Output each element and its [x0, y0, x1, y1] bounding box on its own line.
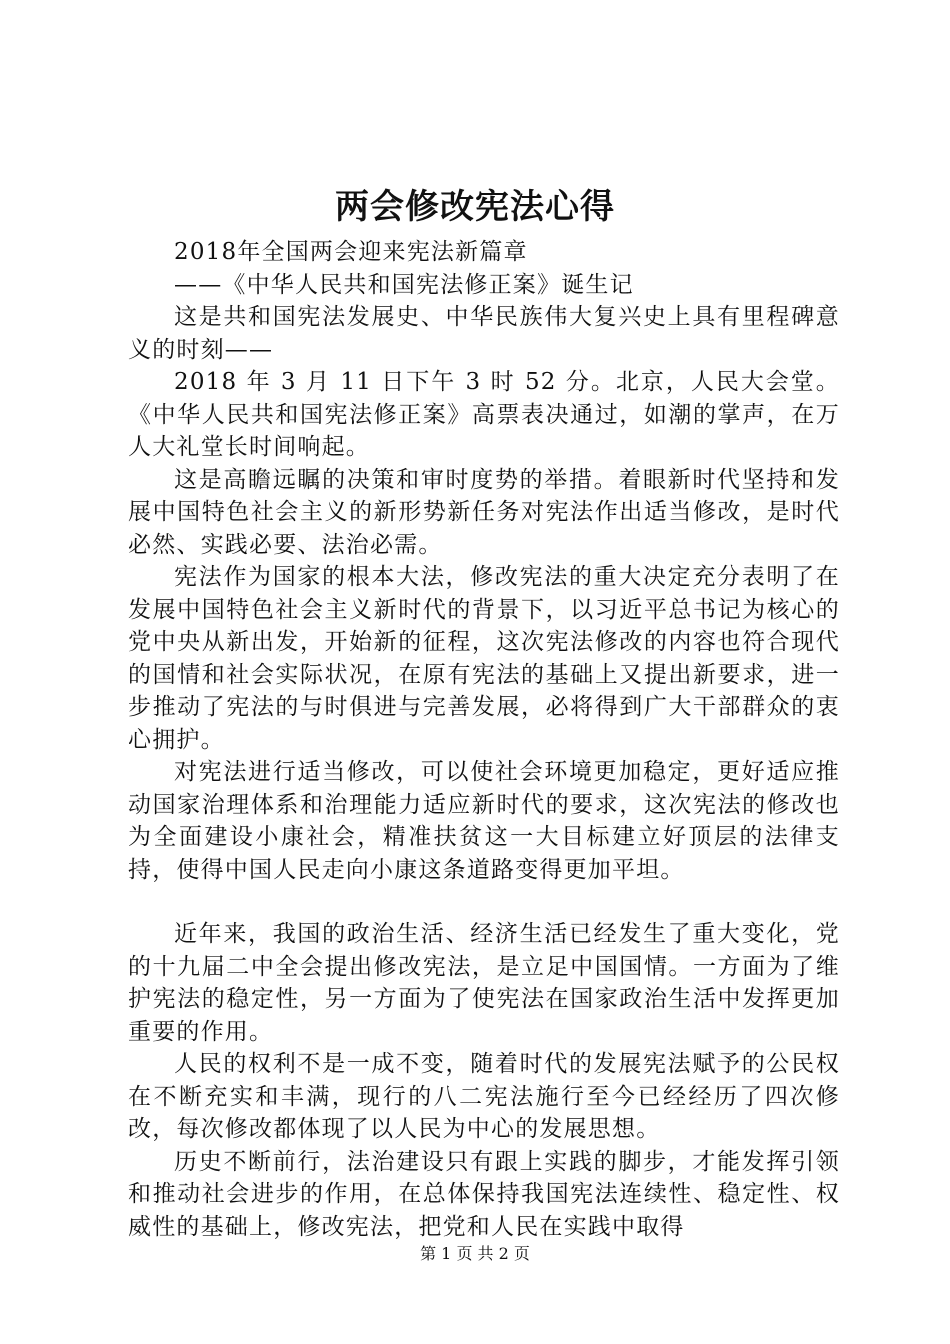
paragraph: 这是高瞻远瞩的决策和审时度势的举措。着眼新时代坚持和发展中国特色社会主义的新形势新任务对宪法作出适当修改，是时代必然、实践必要、法治必需。	[128, 466, 840, 558]
paragraph-subtitle: 2018年全国两会迎来宪法新篇章	[174, 239, 528, 265]
paragraph: 这是共和国宪法发展史、中华民族伟大复兴史上具有里程碑意义的时刻——	[128, 304, 840, 363]
paragraph: 2018 年 3 月 11 日下午 3 时 52 分。北京，人民大会堂。《中华人民共和国宪法修正案》高票表决通过，如潮的掌声，在万人大礼堂长时间响起。	[128, 369, 840, 460]
page-footer: 第 1 页 共 2 页	[420, 1244, 530, 1263]
paragraph-subheading: ——《中华人民共和国宪法修正案》诞生记	[174, 271, 634, 298]
paragraph: 近年来，我国的政治生活、经济生活已经发生了重大变化，党的十九届二中全会提出修改宪法，是立足中国国情。一方面为了维护宪法的稳定性，另一方面为了使宪法在国家政治生活中发挥更加重要的作用。	[128, 921, 840, 1045]
document-body	[128, 236, 840, 1243]
paragraph: 宪法作为国家的根本大法，修改宪法的重大决定充分表明了在发展中国特色社会主义新时代的背景下，以习近平总书记为核心的党中央从新出发，开始新的征程，这次宪法修改的内容也符合现代的国情和社会实际状况，在原有宪法的基础上又提出新要求，进一步推动了宪法的与时俱进与完善发展，必将得到广大干部群众的衷心拥护。	[128, 564, 840, 753]
paragraph: 历史不断前行，法治建设只有跟上实践的脚步，才能发挥引领和推动社会进步的作用，在总体保持我国宪法连续性、稳定性、权威性的基础上，修改宪法，把党和人民在实践中取得	[128, 1148, 840, 1240]
document-title: 两会修改宪法心得	[335, 187, 615, 227]
paragraph: 人民的权利不是一成不变，随着时代的发展宪法赋予的公民权在不断充实和丰满，现行的八二宪法施行至今已经经历了四次修改，每次修改都体现了以人民为中心的发展思想。	[128, 1051, 840, 1142]
paragraph: 对宪法进行适当修改，可以使社会环境更加稳定，更好适应推动国家治理体系和治理能力适应新时代的要求，这次宪法的修改也为全面建设小康社会，精准扶贫这一大目标建立好顶层的法律支持，使得中国人民走向小康这条道路变得更加平坦。	[128, 759, 840, 883]
